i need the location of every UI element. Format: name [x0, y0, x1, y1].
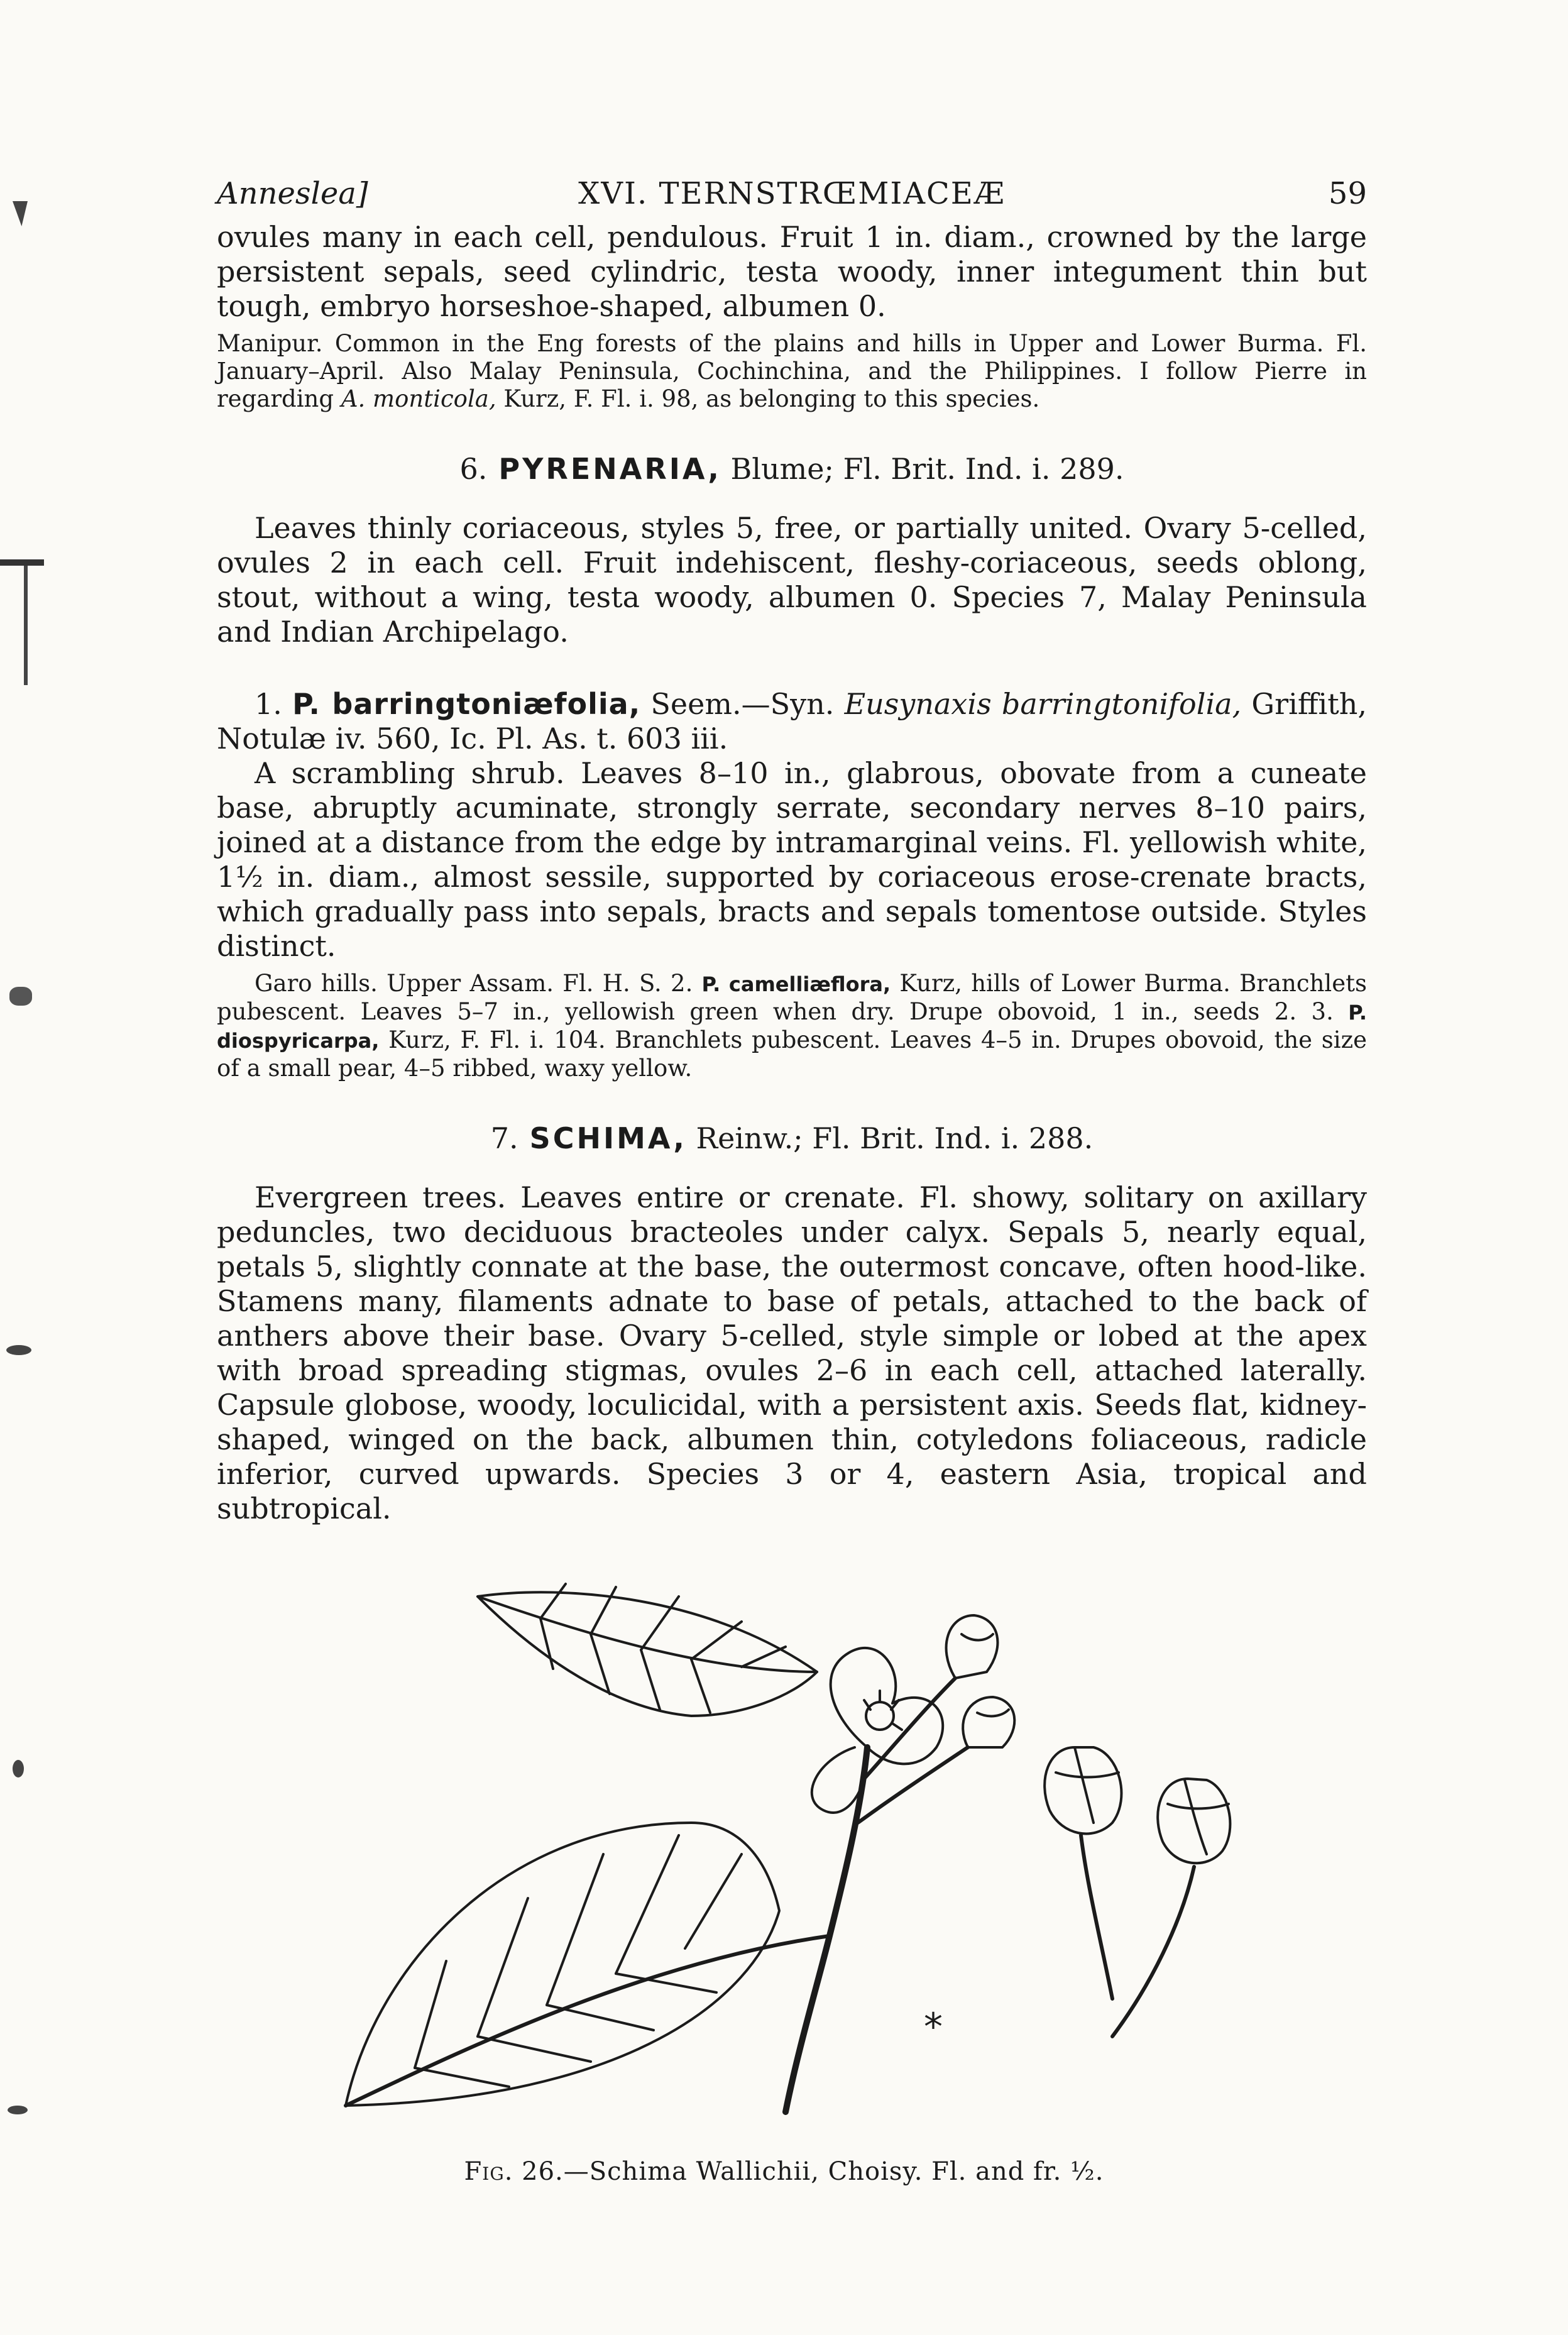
- running-head-title: XVI. TERNSTRŒMIACEÆ: [578, 176, 1006, 211]
- figure-caption-text: —Schima Wallichii, Choisy. Fl. and fr. ½.: [563, 2157, 1104, 2186]
- margin-mark: [13, 201, 28, 226]
- margin-mark: [8, 2106, 28, 2114]
- pyrenaria-note-text-1: Garo hills. Upper Assam. Fl. H. S. 2.: [255, 970, 702, 997]
- schima-description: Evergreen trees. Leaves entire or crenate. Fl. showy, solitary on axillary peduncles, two deciduous bracteoles under calyx. Sepals 5, nearly equal, petals 5, slightly connate at the base, the outermost concave, often hood-like. Stamens many, filaments adnate to base of petals, attached to the back of anthers above their base. Ovary 5-celled, style simple or lobed at the apex with broad spreading stigmas, ovules 2–6 in each cell, attached laterally. Capsule globose, woody, loculicidal, with a persistent axis. Seeds flat, kidney-shaped, winged on the back, albumen thin, cotyledons foliaceous, radicle inferior, curved upwards. Species 3 or 4, eastern Asia, tropical and subtropical.: [217, 1180, 1367, 1525]
- schima-wallichii-drawing: [302, 1559, 1257, 2137]
- pyrenaria-note-species-3: P. diospyricarpa,: [217, 1001, 1367, 1053]
- anneslea-note: [217, 330, 1367, 413]
- species-authority: Seem.—Syn.: [640, 687, 845, 721]
- margin-mark: [9, 987, 32, 1006]
- margin-mark: [13, 1760, 24, 1777]
- anneslea-description-continued: ovules many in each cell, pendulous. Fruit 1 in. diam., crowned by the large persistent sepals, seed cylindric, testa woody, inner integument thin but tough, embryo horseshoe-shaped, albumen 0.: [217, 220, 1367, 323]
- figure-caption: [0, 2157, 1568, 2186]
- margin-mark: [24, 566, 28, 685]
- botanical-illustration-icon: [302, 1559, 1257, 2137]
- species-name: P. barringtoniæfolia,: [292, 687, 641, 721]
- genus-name: PYRENARIA,: [498, 452, 721, 486]
- pyrenaria-note-species-2: P. camelliæflora,: [701, 972, 891, 996]
- pyrenaria-description: Leaves thinly coriaceous, styles 5, free, or partially united. Ovary 5-celled, ovules 2 in each cell. Fruit indehiscent, fleshy-coriaceous, seeds oblong, stout, without a wing, testa woody, albumen 0. Species 7, Malay Peninsula and Indian Archipelago.: [217, 511, 1367, 649]
- anneslea-note-text-1: Manipur. Common in the Eng forests of the plains and hills in Upper and Lower Burma. Fl. January–April. Also Malay Peninsula, Cochinchina, and the Philippines. I follow Pierre in regarding: [217, 330, 1367, 412]
- figure-asterisk: *: [924, 2005, 943, 2049]
- figure-caption-label: Fig. 26.: [464, 2157, 564, 2186]
- margin-mark: [6, 1345, 31, 1355]
- genus-name: SCHIMA,: [529, 1121, 687, 1155]
- genus-heading-pyrenaria: [217, 452, 1367, 486]
- species-reference: Griffith, Notulæ iv. 560, Ic. Pl. As. t. 603 iii.: [217, 687, 1367, 755]
- page-number: 59: [1328, 176, 1367, 211]
- species-entry-barringtoniaefolia: [217, 687, 1367, 756]
- genus-authority: Reinw.; Fl. Brit. Ind. i. 288.: [696, 1121, 1094, 1155]
- page-content: [217, 176, 1367, 1526]
- pyrenaria-note-text-2: Kurz, hills of Lower Burma. Branchlets pubescent. Leaves 5–7 in., yellowish green when dry. Drupe obovoid, 1 in., seeds 2. 3.: [217, 970, 1367, 1025]
- anneslea-note-synonym: A. monticola,: [341, 385, 496, 412]
- species-synonym: Eusynaxis barringtonifolia,: [844, 687, 1242, 721]
- genus-number: 7.: [490, 1121, 518, 1155]
- genus-heading-schima: [217, 1121, 1367, 1155]
- running-head-left: Anneslea]: [217, 176, 368, 211]
- species-description: A scrambling shrub. Leaves 8–10 in., glabrous, obovate from a cuneate base, abruptly acuminate, strongly serrate, secondary nerves 8–10 pairs, joined at a distance from the edge by intramarginal veins. Fl. yellowish white, 1½ in. diam., almost sessile, supported by coriaceous erose-crenate bracts, which gradually pass into sepals, bracts and sepals tomentose outside. Styles distinct.: [217, 756, 1367, 963]
- pyrenaria-note-text-3: Kurz, F. Fl. i. 104. Branchlets pubescent. Leaves 4–5 in. Drupes obovoid, the size of a small pear, 4–5 ribbed, waxy yellow.: [217, 1026, 1367, 1082]
- pyrenaria-note: [217, 970, 1367, 1082]
- anneslea-note-text-2: Kurz, F. Fl. i. 98, as belonging to this species.: [496, 385, 1040, 412]
- species-number: 1.: [255, 687, 282, 721]
- margin-mark: [0, 559, 44, 566]
- genus-number: 6.: [459, 452, 488, 486]
- genus-authority: Blume; Fl. Brit. Ind. i. 289.: [730, 452, 1124, 486]
- running-head: [217, 176, 1367, 220]
